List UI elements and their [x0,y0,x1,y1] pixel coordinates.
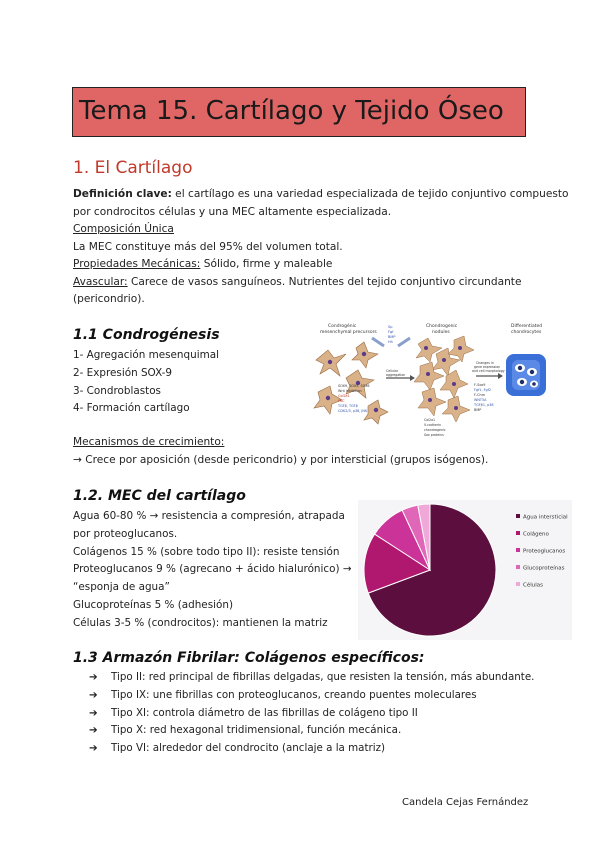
composition-label: Composición Única [73,223,174,235]
chondrogenesis-diagram [306,320,556,438]
section-heading-armazon: 1.3 Armazón Fibrilar: Colágenos específicos: [73,650,425,666]
legend-swatch [516,548,520,552]
growth-text: → Crece por aposición (desde pericondrio) y por intersticial (grupos isógenos). [73,454,489,466]
diagram-marker-left: CDK2/3, p38, JNK [338,409,368,413]
legend-label: Glucoproteínas [523,565,565,572]
collagen-item-text: Tipo IX: une fibrillas con proteoglucanos, creando puentes moleculares [111,688,477,701]
diagram-changes-label: and cell morphology [472,369,505,373]
diagram-figure [306,320,556,438]
diagram-center-labels [424,418,446,437]
definition-text-2: por condrocitos células y una MEC altamente especializada. [73,205,392,218]
list-item: 4- Formación cartílago [73,402,190,415]
diagram-label-chondrogenic-1: Chondrogenic [426,324,458,329]
list-item [89,722,534,740]
condrogenesis-list [73,347,219,418]
diagram-signal-3: BMP [388,335,396,339]
author-footer: Candela Cejas Fernández [402,797,529,808]
diagram-center-label: V-cadherin [424,423,442,427]
title-box [72,87,526,137]
diagram-markers-right [473,383,494,412]
list-item [89,669,534,687]
arrow-icon: ➔ [89,688,98,701]
diagram-changes-label: gene expression [474,365,501,369]
mec-line: por proteoglucanos. [73,527,178,540]
arrow-icon: ➔ [89,724,98,737]
section-heading-condrogenesis: 1.1 Condrogénesis [73,327,220,343]
collagen-item-text: Tipo VI: alrededor del condrocito (anclaje a la matriz) [111,742,386,755]
legend-label: Células [523,582,544,589]
diagram-label-differentiated-1: Differentiated [511,324,543,329]
growth-label: Mecanismos de crecimiento: [73,436,225,448]
arrow-icon: ➔ [89,742,98,755]
mec-line: “esponja de agua” [73,581,170,594]
list-item: 3- Condroblastos [73,384,161,397]
diagram-changes-labels [472,361,505,373]
page-title: Tema 15. Cartílago y Tejido Óseo [79,96,504,126]
mec-line: Agua 60-80 % → resistencia a compresión, atrapada [73,510,345,522]
diagram-signal-1: Sp [388,325,393,329]
legend-swatch [516,531,520,535]
composition-text: La MEC constituye más del 95% del volumen total. [73,240,343,253]
diagram-marker-left: Col2a1 [338,394,350,398]
diagram-marker-right: BMP [474,408,482,412]
diagram-label-chondrogenic-2: nodules [432,330,450,335]
mechanical-properties [73,256,332,274]
list-item [89,705,534,723]
diagram-marker-left: SOX9, SOX5, SOX6 [338,384,370,388]
mec-line: Proteoglucanos 9 % (agrecano + ácido hialurónico) → [73,563,352,576]
diagram-aggregation-2: aggregation [386,373,406,377]
diagram-marker-right: WNT5A [474,398,487,402]
legend-swatch [516,565,520,569]
diagram-marker-right: TGFβ1, p38 [474,403,494,407]
collagen-item-text: Tipo II: red principal de fibrillas delgadas, que resisten la tensión, más abundante. [111,671,535,683]
diagram-label-mesenchymal-1: Condrogénic [328,324,357,329]
diagram-center-label: Col2a1 [424,418,436,422]
avascular-text-2: (pericondrio). [73,293,145,305]
mec-line: Colágenos 15 % (sobre todo tipo II): resiste tensión [73,545,340,558]
definition-text-1: el cartílago es una variedad especializada de tejido conjuntivo compuesto [171,188,569,200]
collagen-item-text: Tipo XI: controla diámetro de las fibrillas de colágeno tipo II [111,706,418,719]
legend-label: Proteoglucanos [523,548,566,555]
diagram-marker-left: PKC [338,399,345,403]
legend-swatch [516,514,520,518]
section-heading-mec: 1.2. MEC del cartílago [73,488,246,504]
diagram-marker-right: F-Sox9 [474,383,486,387]
diagram-label-differentiated-2: chondrocytes [511,330,542,335]
legend-label: Colágeno [523,531,549,538]
avascular-label: Avascular: [73,275,128,288]
pie-chart-svg [358,500,572,640]
mechanical-label: Propiedades Mecánicas: [73,258,201,270]
arrow-icon: ➔ [89,706,98,719]
diagram-arrowhead-1 [410,375,415,381]
diagram-marker-right: F-Chm [474,393,485,397]
diagram-signal-2: Fgf [388,330,394,334]
collagen-item-text: Tipo X: red hexagonal tridimensional, función mecánica. [111,724,402,737]
arrow-icon: ➔ [89,671,98,683]
diagram-center-label: Sox proteins [424,433,444,437]
section-heading-cartilago: 1. El Cartílago [73,158,193,178]
collagen-list [89,669,534,758]
definition-label: Definición clave: [73,188,172,200]
diagram-center-label: chondrogenic [424,428,446,432]
definition-paragraph [73,186,569,204]
diagram-label-mesenchymal-2: mesenchymal precursors [320,330,377,335]
avascular-line [73,274,521,292]
diagram-signal-4: Hh [388,340,393,344]
diagram-changes-label: Changes in [476,361,494,365]
mec-line: Glucoproteínas 5 % (adhesión) [73,598,233,611]
mechanical-text: Sólido, firme y maleable [200,258,333,270]
legend-label: Agua intersticial [523,514,568,521]
list-item [89,740,534,758]
diagram-marker-right: Fgf1, Fgf2 [474,388,492,392]
mec-line: Células 3-5 % (condrocitos): mantienen la matriz [73,616,328,629]
mec-lines [73,508,352,633]
diagram-aggregation-1: Cellular [386,369,399,373]
list-item: 2- Expresión SOX-9 [73,366,173,379]
mec-pie-chart [358,500,572,640]
nodule-cells [414,336,474,422]
list-item [89,687,534,705]
diagram-marker-left: Wnt inhibition [338,389,362,393]
legend-swatch [516,582,520,586]
diagram-arrowhead-2 [498,373,503,379]
diagram-marker-left: TGFβ, TGFβ [338,404,358,408]
list-item: 1- Agregación mesenquimal [73,349,219,361]
avascular-text-1: Carece de vasos sanguíneos. Nutrientes del tejido conjuntivo circundante [127,275,522,288]
